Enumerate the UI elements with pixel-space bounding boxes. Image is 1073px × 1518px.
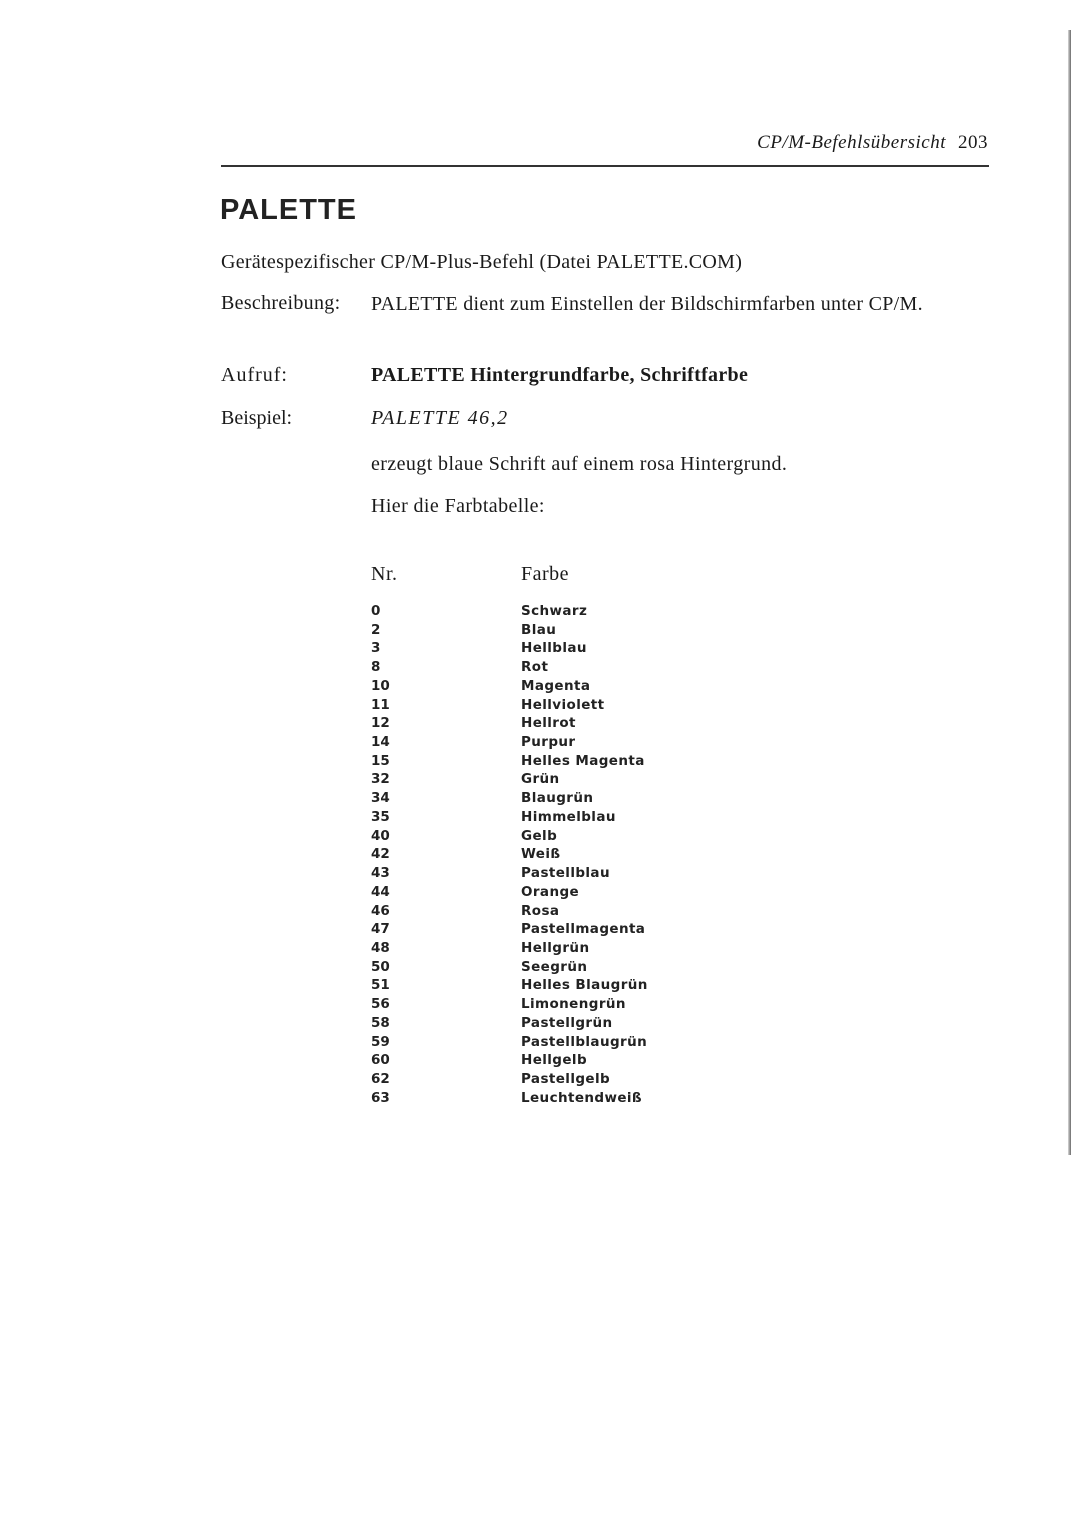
running-header <box>600 132 988 154</box>
color-number: 63 <box>371 1089 390 1106</box>
color-name: Helles Blaugrün <box>521 977 648 994</box>
color-number: 40 <box>371 827 390 844</box>
color-number: 51 <box>371 977 390 994</box>
color-name: Hellrot <box>521 715 576 732</box>
color-name: Magenta <box>521 677 591 694</box>
table-header-farbe: Farbe <box>521 563 570 585</box>
beschreibung-label: Beschreibung: <box>221 292 341 314</box>
aufruf-label: Aufruf: <box>221 364 288 386</box>
page-edge-shadow <box>1068 30 1071 1155</box>
color-name: Rosa <box>521 902 560 919</box>
color-name: Hellgrün <box>521 939 590 956</box>
beispiel-code: PALETTE 46,2 <box>371 407 509 429</box>
color-number: 0 <box>371 603 381 619</box>
color-name: Rot <box>521 659 549 676</box>
color-name: Seegrün <box>521 958 588 975</box>
table-row <box>371 658 691 677</box>
beispiel-label: Beispiel: <box>221 407 293 429</box>
color-number: 34 <box>371 790 390 807</box>
table-row <box>371 752 691 771</box>
table-row <box>371 789 691 808</box>
table-row <box>371 1051 691 1070</box>
color-number: 2 <box>371 621 381 638</box>
color-name: Hellviolett <box>521 696 605 713</box>
color-number: 12 <box>371 715 390 732</box>
color-number: 56 <box>371 996 390 1013</box>
color-name: Helles Magenta <box>521 752 645 769</box>
table-row <box>371 808 691 827</box>
table-row <box>371 920 691 939</box>
table-row <box>371 1033 691 1052</box>
table-row <box>371 976 691 995</box>
beispiel-result: erzeugt blaue Schrift auf einem rosa Hintergrund. <box>371 453 788 475</box>
table-row <box>371 733 691 752</box>
table-row <box>371 1070 691 1089</box>
color-table <box>371 602 691 1107</box>
table-intro: Hier die Farbtabelle: <box>371 495 545 517</box>
color-name: Weiß <box>521 846 561 863</box>
color-number: 3 <box>371 640 381 657</box>
table-row <box>371 902 691 921</box>
table-row <box>371 696 691 715</box>
table-row <box>371 883 691 902</box>
color-number: 62 <box>371 1070 390 1087</box>
table-row <box>371 845 691 864</box>
color-number: 10 <box>371 677 390 694</box>
table-row <box>371 714 691 733</box>
table-row <box>371 864 691 883</box>
color-number: 14 <box>371 734 390 751</box>
color-name: Orange <box>521 883 580 900</box>
color-name: Himmelblau <box>521 808 616 825</box>
color-number: 35 <box>371 808 390 825</box>
color-name: Pastellgelb <box>521 1070 611 1087</box>
color-name: Hellgelb <box>521 1052 588 1069</box>
color-name: Schwarz <box>521 603 588 619</box>
table-row <box>371 1089 691 1108</box>
color-number: 15 <box>371 752 390 769</box>
aufruf-syntax: PALETTE Hintergrundfarbe, Schriftfarbe <box>371 364 749 386</box>
table-header-nr: Nr. <box>371 563 398 585</box>
color-number: 59 <box>371 1033 390 1050</box>
beschreibung-text: PALETTE dient zum Einstellen der Bildschirmfarben unter CP/M. <box>371 293 923 315</box>
color-number: 8 <box>371 659 381 676</box>
color-number: 46 <box>371 902 390 919</box>
color-number: 32 <box>371 771 390 788</box>
table-row <box>371 677 691 696</box>
color-number: 11 <box>371 696 390 713</box>
color-number: 42 <box>371 846 390 863</box>
color-name: Purpur <box>521 734 576 751</box>
color-name: Hellblau <box>521 640 587 657</box>
color-name: Pastellgrün <box>521 1014 613 1031</box>
color-number: 44 <box>371 883 390 900</box>
color-number: 58 <box>371 1014 390 1031</box>
table-row <box>371 1014 691 1033</box>
table-row <box>371 639 691 658</box>
color-name: Leuchtendweiß <box>521 1089 643 1106</box>
color-name: Pastellblau <box>521 865 610 882</box>
color-number: 50 <box>371 958 390 975</box>
table-row <box>371 770 691 789</box>
color-name: Pastellmagenta <box>521 921 646 938</box>
table-row <box>371 827 691 846</box>
table-row <box>371 995 691 1014</box>
color-name: Blaugrün <box>521 790 594 807</box>
header-rule <box>221 165 989 167</box>
table-row <box>371 621 691 640</box>
color-name: Pastellblaugrün <box>521 1033 648 1050</box>
color-name: Grün <box>521 771 560 788</box>
color-number: 43 <box>371 865 390 882</box>
color-number: 47 <box>371 921 390 938</box>
color-name: Limonengrün <box>521 996 626 1013</box>
table-row <box>371 939 691 958</box>
command-subtitle: Gerätespezifischer CP/M-Plus-Befehl (Datei PALETTE.COM) <box>221 251 743 273</box>
table-row <box>371 602 691 621</box>
color-name: Gelb <box>521 827 558 844</box>
table-row <box>371 958 691 977</box>
color-number: 60 <box>371 1052 390 1069</box>
color-number: 48 <box>371 939 390 956</box>
page-number: 203 <box>958 132 988 153</box>
color-name: Blau <box>521 621 557 638</box>
command-title: PALETTE <box>220 194 357 226</box>
running-header-title: CP/M-Befehlsübersicht <box>757 132 946 153</box>
